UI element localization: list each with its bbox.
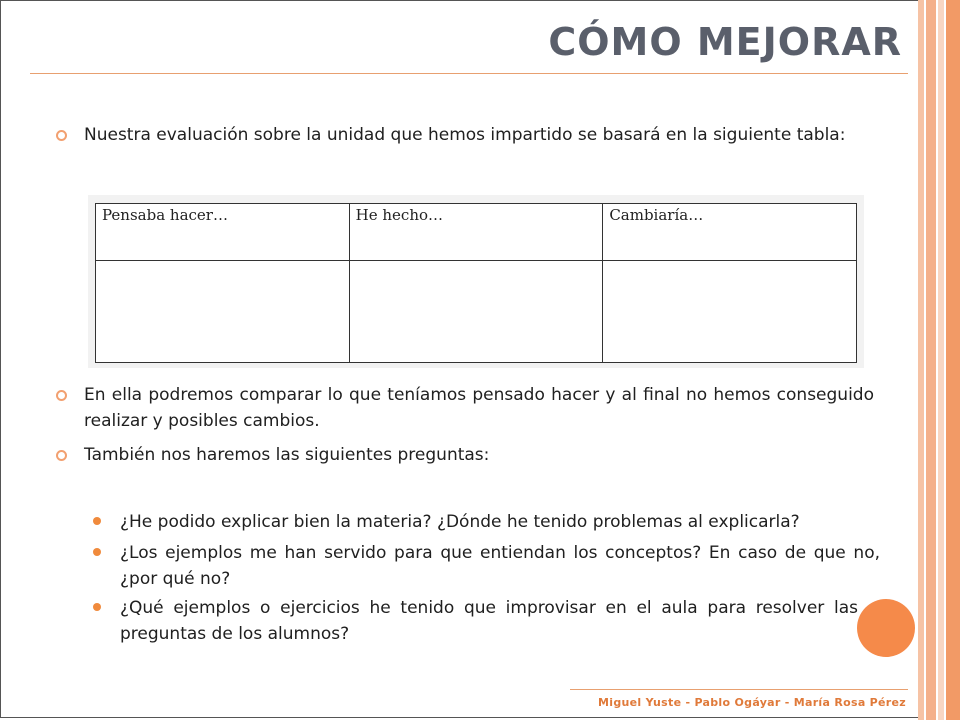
table-header-cell: Cambiaría… <box>603 204 857 261</box>
footer-rule <box>570 689 908 690</box>
dot-bullet-icon <box>93 548 101 556</box>
sub-bullet-question-1 <box>120 509 880 535</box>
bullet-comparison <box>84 382 874 434</box>
table-header-cell: He hecho… <box>349 204 603 261</box>
dot-bullet-icon <box>93 517 101 525</box>
decorative-stripes <box>918 0 960 720</box>
sub-bullet-question-2 <box>120 540 880 592</box>
sub-bullet-question-3 <box>120 595 858 647</box>
stripe-3 <box>938 0 944 720</box>
bullet-text: También nos haremos las siguientes preguntas: <box>84 445 490 465</box>
slide-title: CÓMO MEJORAR <box>548 20 902 64</box>
stripe-4 <box>946 0 960 720</box>
ring-bullet-icon <box>56 390 67 401</box>
bullet-evaluation <box>84 122 874 148</box>
table-header-row <box>96 204 857 261</box>
stripe-1 <box>918 0 924 720</box>
sub-bullet-text: ¿Qué ejemplos o ejercicios he tenido que improvisar en el aula para resolver las preguntas de los alumnos? <box>120 598 858 644</box>
table-row <box>96 261 857 363</box>
sub-bullet-text: ¿Los ejemplos me han servido para que entiendan los conceptos? En caso de que no, ¿por qué no? <box>120 543 880 589</box>
dot-bullet-icon <box>93 603 101 611</box>
sub-bullet-text: ¿He podido explicar bien la materia? ¿Dónde he tenido problemas al explicarla? <box>120 512 800 532</box>
table-cell <box>349 261 603 363</box>
table-cell <box>96 261 350 363</box>
bullet-text: Nuestra evaluación sobre la unidad que hemos impartido se basará en la siguiente tabla: <box>84 125 846 145</box>
ring-bullet-icon <box>56 130 67 141</box>
table-header-cell: Pensaba hacer… <box>96 204 350 261</box>
table-cell <box>603 261 857 363</box>
stripe-2 <box>926 0 936 720</box>
bullet-text: En ella podremos comparar lo que teníamos pensado hacer y al final no hemos conseguido realizar y posibles cambios. <box>84 385 874 431</box>
decorative-circle <box>857 599 915 657</box>
evaluation-table <box>95 203 857 363</box>
footer-authors: Miguel Yuste - Pablo Ogáyar - María Rosa Pérez <box>598 696 906 709</box>
title-underline <box>30 73 908 74</box>
ring-bullet-icon <box>56 450 67 461</box>
bullet-questions <box>84 442 874 468</box>
evaluation-table-container <box>88 195 864 368</box>
